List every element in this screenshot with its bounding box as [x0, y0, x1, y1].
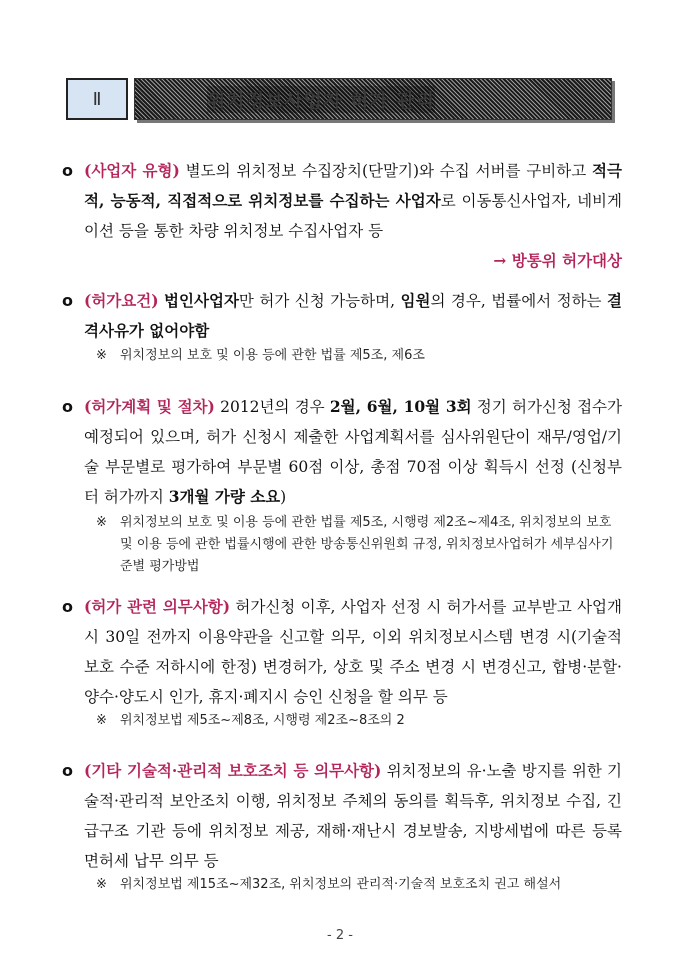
item-label: (기타 기술적·관리적 보호조치 등 의무사항) [84, 761, 382, 780]
item-emphasis: 임원 [400, 291, 431, 310]
note-requirements [96, 345, 616, 367]
arrow-line [62, 246, 622, 276]
section-title: 위치정보사업자 허가 관리 [207, 86, 435, 113]
section-number: Ⅱ [92, 88, 102, 110]
note-text: 위치정보의 보호 및 이용 등에 관한 법률 제5조, 시행령 제2조~제4조, 위치정보의 보호 및 이용 등에 관한 법률시행에 관한 방송통신위원회 규정, 위치정보사업허가 세부심사기준별 평가방법 [120, 515, 614, 574]
item-body: 의 경우, 법률 [430, 292, 522, 310]
note-plan-procedure [96, 512, 616, 578]
item-body: 에서 정하는 [521, 292, 607, 310]
item-label: (허가요건) [84, 291, 159, 310]
note-text: 위치정보법 제5조~제8조, 시행령 제2조~8조의 2 [120, 713, 405, 728]
item-emphasis: 법인사업자 [164, 291, 239, 310]
item-body: 네비게이션 등을 통한 차량 위치정보 수집사업자 등 [84, 192, 622, 240]
item-text [84, 286, 622, 346]
item-plan-procedure [62, 392, 622, 512]
bullet: ο [62, 161, 73, 180]
item-text [84, 756, 622, 876]
note-obligations [96, 710, 616, 732]
note-text: 위치정보법 제15조~제32조, 위치정보의 관리적·기술적 보호조치 권고 해설서 [120, 877, 562, 892]
item-other-protection [62, 756, 622, 876]
item-text [84, 392, 622, 512]
page-number: - 2 - [327, 928, 353, 943]
item-body: 별도의 위치정보 수집장치(단말기)와 수집 서버를 구비하고 [179, 162, 587, 180]
item-body: 위치정보의 유·노출 방지를 위한 기술적·관리적 보안조치 이행, 위치정보 주체의 동의를 획득후, 위치정보 수집, 긴급구조 기관 등에 위치정보 제공, 재해·재난시 경보발송, 지방세법에 따른 등록 면허세 납무 의무 등 [84, 762, 622, 870]
item-body: ) [280, 488, 287, 506]
bullet: ο [62, 597, 73, 616]
bullet: ο [62, 761, 73, 780]
item-body: 로 이동통신사업자, [440, 192, 572, 210]
item-text [84, 592, 622, 712]
item-label: (허가 관련 의무사항) [84, 597, 231, 616]
section-title-band [134, 78, 612, 120]
bullet: ο [62, 291, 73, 310]
note-other-protection [96, 874, 616, 896]
item-text [84, 156, 622, 246]
section-header [66, 78, 612, 122]
note-mark: ※ [96, 348, 107, 363]
item-emphasis: 3개월 가량 소요 [168, 487, 281, 506]
item-obligations [62, 592, 622, 712]
arrow-text: → 방통위 허가대상 [493, 251, 622, 270]
item-label: (사업자 유형) [84, 161, 180, 180]
item-body: 만 허가 신청 가능하며, [238, 292, 401, 310]
item-emphasis: 적극적, 능동적, 직접적으로 위치정보를 수집하는 사업자 [84, 161, 622, 210]
item-body: 2012년의 경우 [214, 398, 330, 416]
item-body: 허가신청 이후, 사업자 선정 시 허가서를 교부받고 사업개시 30일 전까지 이용약관을 신고할 의무, 이외 위치정보시스템 변경 시(기술적 보호 수준 저하시에 한정) 변경허가, 상호 및 주소 변경 시 변경신고, 합병·분할·양수·양도시 인가, 휴지·폐지시 승인 신청을 할 의무 등 [84, 598, 622, 706]
note-mark: ※ [96, 515, 107, 530]
item-requirements [62, 286, 622, 346]
item-body: 정기 허가신청 접수가 예정되어 있으며, 허가 신청시 제출한 사업계획서를 심사위원단이 재무/영업/기술 부문별로 평가하여 부문별 60점 이상, 총점 70점 이상 획득시 선정 (신청부터 허가까지 [84, 398, 622, 506]
note-mark: ※ [96, 713, 107, 728]
item-label: (허가계획 및 절차) [84, 397, 215, 416]
item-emphasis: 2월, 6월, 10월 3회 [329, 397, 472, 416]
note-mark: ※ [96, 877, 107, 892]
item-business-type [62, 156, 622, 276]
bullet: ο [62, 397, 73, 416]
note-text: 위치정보의 보호 및 이용 등에 관한 법률 제5조, 제6조 [120, 348, 425, 363]
item-emphasis: 결격사유가 없어야함 [84, 291, 622, 340]
section-number-box [66, 78, 128, 120]
